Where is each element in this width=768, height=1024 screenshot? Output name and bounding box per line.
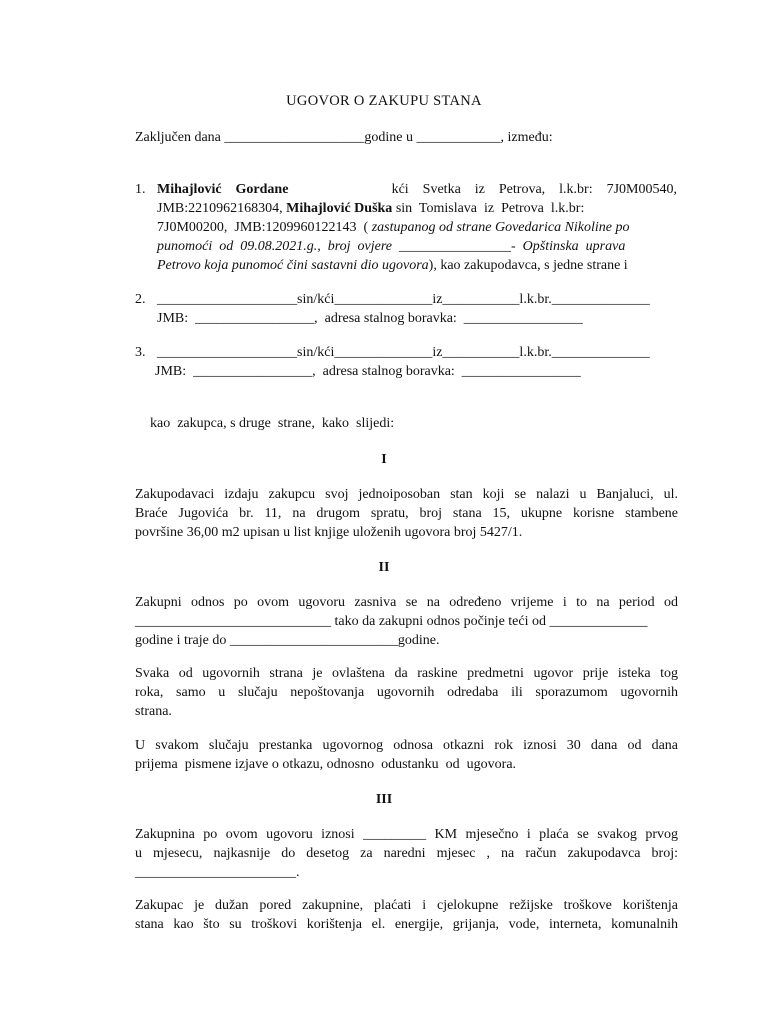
- section-2-heading: II: [378, 560, 390, 575]
- party-3-number: 3.: [135, 345, 146, 360]
- section-2-p2-line-2: roka, samo u slučaju nepoštovanja ugovornih odredaba ili sporazumom ugovornih: [135, 685, 678, 700]
- lessor-role: ), kao zakupodavca, s jedne strane i: [428, 258, 628, 273]
- party-1-line-3: 7J0M00200, JMB:1209960122143 (: [157, 220, 372, 235]
- party-1-line-1: kći Svetka iz Petrova, l.k.br: 7J0M00540,: [391, 182, 677, 197]
- section-2-line-1: Zakupni odnos po ovom ugovoru zasniva se na određeno vrijeme i to na period od: [135, 595, 678, 610]
- section-2-p3-line-1: U svakom slučaju prestanka ugovornog odnosa otkazni rok iznosi 30 dana od dana: [135, 738, 678, 753]
- power-of-attorney-line: punomoći od 09.08.2021.g., broj ovjere ________________- Opštinska uprava: [157, 239, 626, 254]
- lessor-name-1: Mihajlović Gordane: [157, 182, 289, 197]
- section-1-line-3: površine 36,00 m2 upisan u list knjige uloženih ugovora broj 5427/1.: [135, 525, 523, 540]
- section-1-heading: I: [381, 452, 387, 467]
- section-2-p2-line-1: Svaka od ugovornih strana je ovlaštena da raskine predmetni ugovor prije isteka tog: [135, 666, 678, 681]
- party-3-name-field[interactable]: ____________________sin/kći______________iz___________l.k.br.______________: [157, 345, 650, 360]
- section-2-p2-line-3: strana.: [135, 704, 172, 719]
- section-3-p2-line-1: Zakupac je dužan pored zakupnine, plaćati i cjelokupne režijske troškove korištenja: [135, 898, 678, 913]
- party-2-name-field[interactable]: ____________________sin/kći______________iz___________l.k.br.______________: [157, 292, 650, 307]
- representation-note: zastupanog od strane Govedarica Nikoline po: [371, 220, 630, 235]
- section-3-p2-line-2: stana kao što su troškovi korištenja el. energije, grijanja, vode, interneta, komunalnih: [135, 917, 678, 932]
- party-1-number: 1.: [135, 182, 146, 197]
- power-of-attorney-note: Petrovo koja punomoć čini sastavni dio ugovora: [157, 258, 429, 273]
- rent-payment-line: u mjesecu, najkasnije do desetog za naredni mjesec , na račun zakupodavca broj:: [135, 846, 678, 861]
- party-2-jmb-field[interactable]: JMB: _________________, adresa stalnog boravka: _________________: [157, 311, 583, 326]
- party-1-line-2: sin Tomislava iz Petrova l.k.br:: [392, 201, 585, 216]
- lease-end-field[interactable]: godine i traje do ________________________godine.: [135, 633, 440, 648]
- section-1-line-1: Zakupodavaci izdaju zakupcu svoj jednoiposoban stan koji se nalazi u Banjaluci, ul.: [135, 487, 678, 502]
- section-1-line-2: Braće Jugovića br. 11, na drugom spratu, broj stana 15, ukupne korisne stambene: [135, 506, 678, 521]
- party-1-jmb: JMB:2210962168304,: [157, 201, 287, 216]
- rent-amount-line: Zakupnina po ovom ugovoru iznosi _________ KM mjesečno i plaća se svakog prvog: [135, 827, 678, 842]
- lessor-name-2: Mihajlović Duška: [286, 201, 393, 216]
- document-title: UGOVOR O ZAKUPU STANA: [286, 93, 482, 109]
- intro-line: Zaključen dana ____________________godine u ____________, između:: [135, 130, 553, 145]
- section-3-heading: III: [375, 792, 393, 807]
- section-2-p3-line-2: prijema pismene izjave o otkazu, odnosno odustanku od ugovora.: [135, 757, 517, 772]
- lessee-role: kao zakupca, s druge strane, kako slijedi:: [150, 416, 395, 431]
- lease-period-field[interactable]: ____________________________ tako da zakupni odnos počinje teći od ______________: [135, 614, 648, 629]
- party-2-number: 2.: [135, 292, 146, 307]
- party-3-jmb-field[interactable]: JMB: _________________, adresa stalnog boravka: _________________: [155, 364, 581, 379]
- account-number-field[interactable]: _______________________.: [135, 865, 300, 880]
